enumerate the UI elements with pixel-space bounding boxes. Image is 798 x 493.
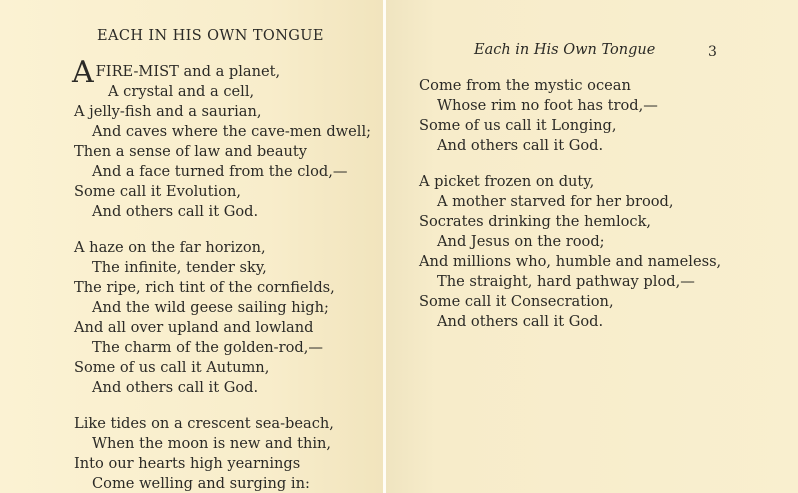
poem-line: And others call it God. bbox=[437, 137, 604, 154]
poem-text bbox=[72, 55, 372, 493]
stanza bbox=[419, 172, 721, 332]
poem-line: The charm of the golden-rod,— bbox=[92, 339, 323, 356]
poem-line: Like tides on a crescent sea-beach, bbox=[74, 415, 334, 432]
poem-line: Socrates drinking the hemlock, bbox=[419, 213, 652, 230]
stanza bbox=[74, 238, 371, 398]
poem-line: A mother starved for her brood, bbox=[437, 193, 674, 210]
poem-line: And all over upland and lowland bbox=[74, 319, 314, 336]
poem-line: AFIRE-MIST and a planet, bbox=[72, 55, 281, 90]
poem-line: The infinite, tender sky, bbox=[92, 259, 267, 276]
poem-line: And others call it God. bbox=[92, 379, 259, 396]
poem-line: Some call it Evolution, bbox=[74, 183, 242, 200]
poem-line: The ripe, rich tint of the cornfields, bbox=[74, 279, 335, 296]
poem-line: And others call it God. bbox=[92, 203, 259, 220]
poem-line: Then a sense of law and beauty bbox=[74, 143, 308, 160]
poem-line: And the wild geese sailing high; bbox=[92, 299, 329, 316]
poem-line: And others call it God. bbox=[437, 313, 604, 330]
right-page bbox=[386, 0, 798, 493]
poem-line: A crystal and a cell, bbox=[108, 83, 255, 100]
poem-line: Come from the mystic ocean bbox=[419, 77, 631, 94]
poem-line: The straight, hard pathway plod,— bbox=[437, 273, 695, 290]
poem-line: And millions who, humble and nameless, bbox=[419, 253, 722, 270]
running-head: Each in His Own Tongue bbox=[474, 42, 656, 58]
poem-line: Some of us call it Autumn, bbox=[74, 359, 270, 376]
drop-cap: A bbox=[72, 55, 94, 90]
poem-line: Come welling and surging in: bbox=[92, 475, 310, 492]
stanza bbox=[72, 55, 372, 222]
poem-line: And a face turned from the clod,— bbox=[92, 163, 348, 180]
poem-line: A jelly-fish and a saurian, bbox=[74, 103, 262, 120]
poem-line: And Jesus on the rood; bbox=[437, 233, 605, 250]
poem-line: Some of us call it Longing, bbox=[419, 117, 617, 134]
poem-line: When the moon is new and thin, bbox=[92, 435, 332, 452]
poem-line: Some call it Consecration, bbox=[419, 293, 614, 310]
stanza bbox=[419, 76, 721, 156]
poem-line: Into our hearts high yearnings bbox=[74, 455, 301, 472]
poem-line: And caves where the cave-men dwell; bbox=[92, 123, 372, 140]
poem-text bbox=[419, 76, 721, 332]
poem-line: A picket frozen on duty, bbox=[419, 173, 595, 190]
running-head: EACH IN HIS OWN TONGUE bbox=[97, 28, 324, 44]
poem-line: Whose rim no foot has trod,— bbox=[437, 97, 658, 114]
stanza bbox=[74, 414, 371, 493]
page-number: 3 bbox=[708, 44, 717, 60]
poem-line: A haze on the far horizon, bbox=[74, 239, 266, 256]
left-page bbox=[0, 0, 383, 493]
